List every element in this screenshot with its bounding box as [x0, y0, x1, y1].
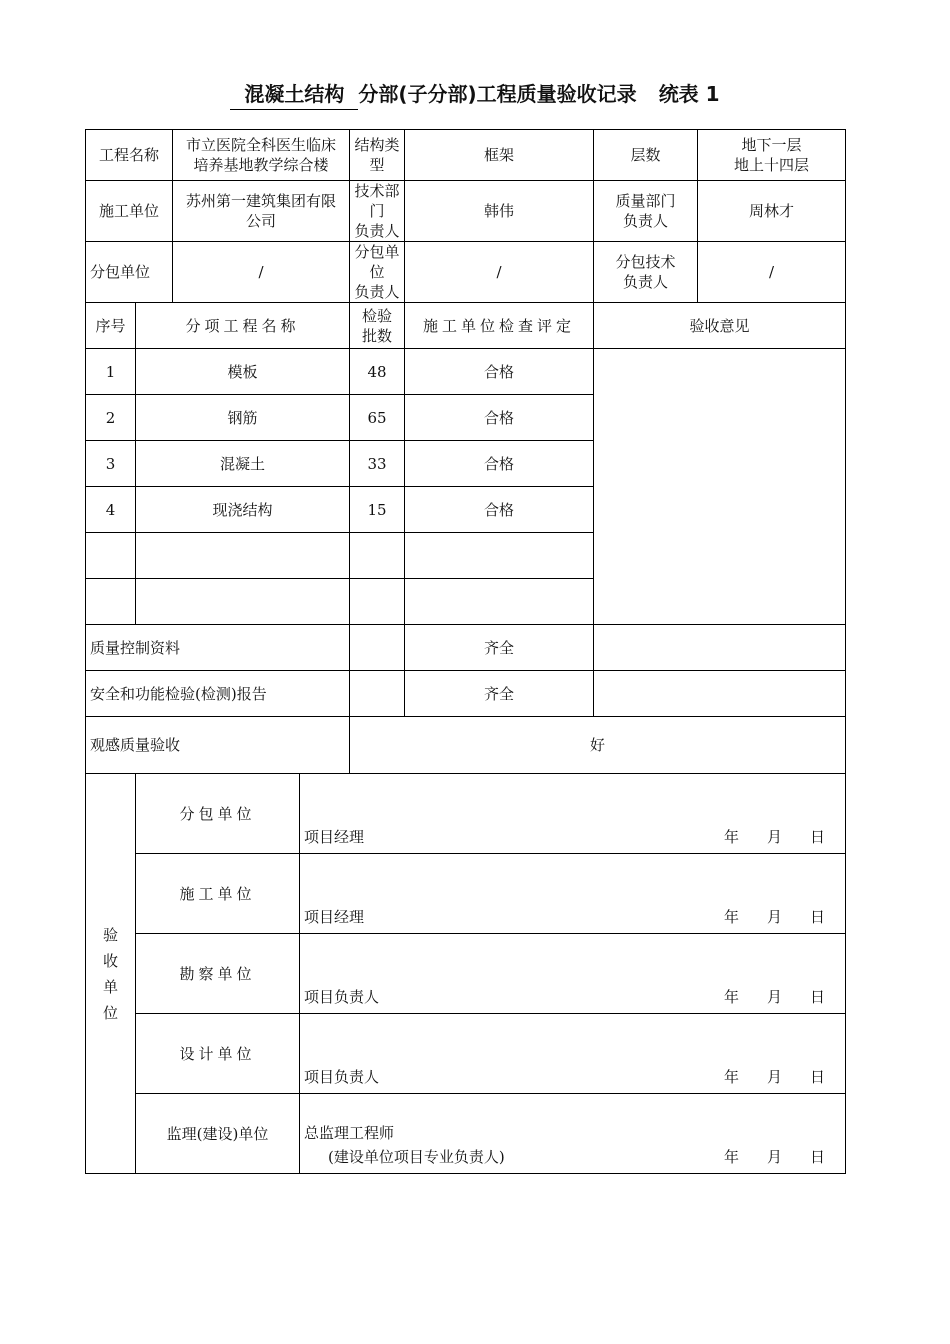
signature-date — [724, 1147, 825, 1167]
project-name: 市立医院全科医生临床 培养基地教学综合楼 — [173, 130, 350, 181]
item-name: 钢筋 — [136, 395, 350, 441]
contractor: 苏州第一建筑集团有限 公司 — [173, 181, 350, 242]
item-name: 现浇结构 — [136, 487, 350, 533]
acceptance-unit: 监理(建设)单位 — [136, 1094, 300, 1174]
date-day: 日 — [810, 828, 826, 846]
acceptance-unit: 勘察单位 — [136, 934, 300, 1014]
title-form-no: 统表 1 — [658, 82, 720, 106]
acceptance-unit: 设计单位 — [136, 1014, 300, 1094]
item-batches: 48 — [350, 349, 405, 395]
item-name — [136, 579, 350, 625]
acceptance-unit: 施工单位 — [136, 854, 300, 934]
sub-head: / — [405, 242, 594, 303]
item-no: 3 — [86, 441, 136, 487]
item-no — [86, 533, 136, 579]
item-name: 混凝土 — [136, 441, 350, 487]
signer-title: 项目负责人 — [304, 988, 380, 1006]
appearance-value: 好 — [350, 717, 846, 774]
date-month: 月 — [767, 1148, 783, 1166]
item-eval — [405, 579, 594, 625]
signature-date — [724, 1067, 825, 1087]
acceptance-group-label: 验 收 单 位 — [86, 774, 136, 1174]
item-no — [86, 579, 136, 625]
item-name — [136, 533, 350, 579]
date-month: 月 — [767, 828, 783, 846]
safety-batch — [350, 671, 405, 717]
item-batches — [350, 579, 405, 625]
signature-cell — [300, 1094, 846, 1174]
date-day: 日 — [810, 1148, 826, 1166]
col-opinion: 验收意见 — [594, 303, 846, 349]
tech-head: 韩伟 — [405, 181, 594, 242]
floors-label: 层数 — [594, 130, 698, 181]
item-batches: 33 — [350, 441, 405, 487]
signature-date — [724, 907, 825, 927]
qc-value: 齐全 — [405, 625, 594, 671]
tech-head-label: 技术部门 负责人 — [350, 181, 405, 242]
col-batch: 检验 批数 — [350, 303, 405, 349]
quality-head-label: 质量部门 负责人 — [594, 181, 698, 242]
qc-batch — [350, 625, 405, 671]
signer-title: 总监理工程师 — [304, 1124, 395, 1142]
floors: 地下一层 地上十四层 — [698, 130, 846, 181]
item-batches — [350, 533, 405, 579]
date-year: 年 — [723, 1148, 739, 1166]
safety-value: 齐全 — [405, 671, 594, 717]
signer-title: 项目负责人 — [304, 1068, 380, 1086]
signature-cell — [300, 774, 846, 854]
qc-label: 质量控制资料 — [86, 625, 350, 671]
item-eval: 合格 — [405, 441, 594, 487]
subcontractor: / — [173, 242, 350, 303]
col-eval: 施工单位检查评定 — [405, 303, 594, 349]
acceptance-unit: 分包单位 — [136, 774, 300, 854]
date-day: 日 — [810, 1068, 826, 1086]
item-name: 模板 — [136, 349, 350, 395]
date-month: 月 — [767, 1068, 783, 1086]
signature-cell — [300, 934, 846, 1014]
record-grid — [85, 129, 846, 1174]
qc-opinion — [594, 625, 846, 671]
contractor-label: 施工单位 — [86, 181, 173, 242]
item-eval: 合格 — [405, 487, 594, 533]
date-year: 年 — [723, 828, 739, 846]
subcontractor-label: 分包单位 — [86, 242, 173, 303]
signer-subtitle: (建设单位项目专业负责人) — [328, 1148, 505, 1166]
col-no: 序号 — [86, 303, 136, 349]
col-item-name: 分项工程名称 — [136, 303, 350, 349]
quality-head: 周林才 — [698, 181, 846, 242]
item-batches: 65 — [350, 395, 405, 441]
structure-type: 框架 — [405, 130, 594, 181]
item-eval: 合格 — [405, 395, 594, 441]
signer-title: 项目经理 — [304, 908, 365, 926]
date-year: 年 — [723, 908, 739, 926]
page-title — [0, 78, 950, 110]
title-division: 混凝土结构 — [230, 78, 358, 110]
sub-tech: / — [698, 242, 846, 303]
signature-date — [724, 827, 825, 847]
appearance-label: 观感质量验收 — [86, 717, 350, 774]
signature-cell — [300, 854, 846, 934]
date-year: 年 — [723, 1068, 739, 1086]
item-eval — [405, 533, 594, 579]
opinion-cell — [594, 349, 846, 625]
sub-tech-label: 分包技术 负责人 — [594, 242, 698, 303]
item-no: 4 — [86, 487, 136, 533]
safety-label: 安全和功能检验(检测)报告 — [86, 671, 350, 717]
project-name-label: 工程名称 — [86, 130, 173, 181]
safety-opinion — [594, 671, 846, 717]
signature-cell — [300, 1014, 846, 1094]
sub-head-label: 分包单位 负责人 — [350, 242, 405, 303]
signer-title: 项目经理 — [304, 828, 365, 846]
date-month: 月 — [767, 988, 783, 1006]
date-month: 月 — [767, 908, 783, 926]
date-day: 日 — [810, 908, 826, 926]
signature-date — [724, 987, 825, 1007]
date-year: 年 — [723, 988, 739, 1006]
item-no: 2 — [86, 395, 136, 441]
title-record: 分部(子分部)工程质量验收记录 — [358, 82, 637, 106]
date-day: 日 — [810, 988, 826, 1006]
item-no: 1 — [86, 349, 136, 395]
item-batches: 15 — [350, 487, 405, 533]
item-eval: 合格 — [405, 349, 594, 395]
structure-type-label: 结构类型 — [350, 130, 405, 181]
